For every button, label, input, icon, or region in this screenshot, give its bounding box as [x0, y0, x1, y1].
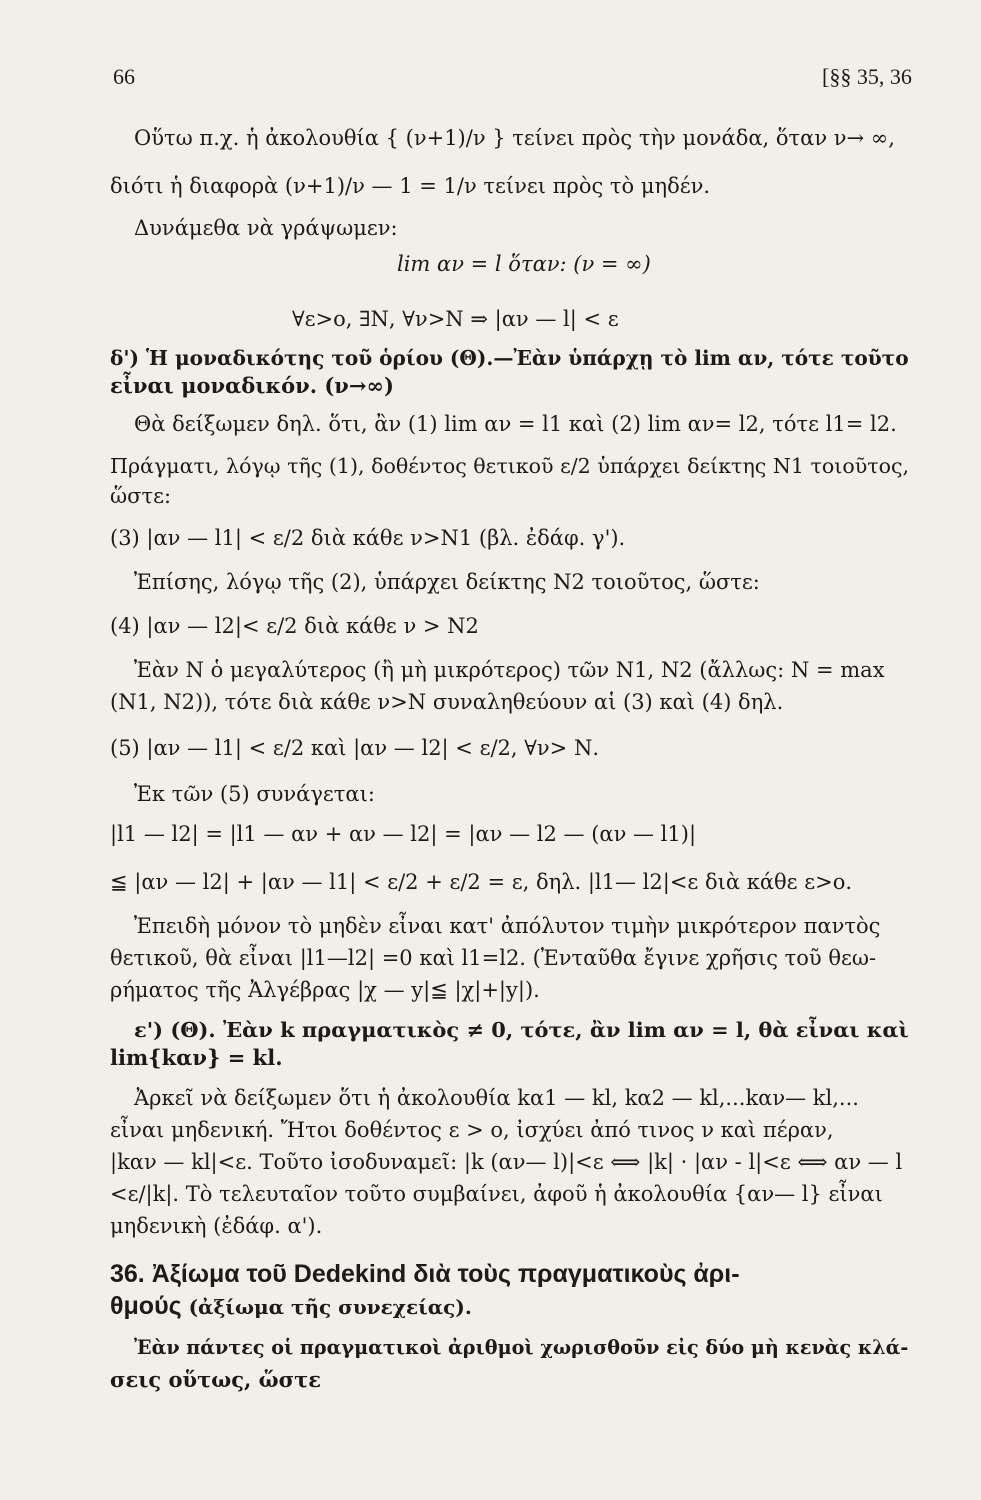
- text-line: ρήματος τῆς Ἀλγέβρας |χ — y|≦ |χ|+|y|).: [110, 978, 540, 1002]
- text-line: θετικοῦ, θὰ εἶναι |l1—l2| =0 καὶ l1=l2. (Ἐνταῦθα ἔγινε χρῆσις τοῦ θεω-: [110, 946, 877, 970]
- text-line: Ἐὰν Ν ὁ μεγαλύτερος (ἢ μὴ μικρότερος) τῶν Ν1, Ν2 (ἄλλως: Ν = max: [134, 658, 885, 682]
- section-reference: [§§ 35, 36: [822, 64, 912, 89]
- formula-line: lim αν = l ὅταν: (ν = ∞): [397, 252, 651, 276]
- formula-line: ∀ε>ο, ∃Ν, ∀ν>Ν ⇒ |αν — l| < ε: [292, 307, 619, 331]
- text-line: Οὕτω π.χ. ἡ ἀκολουθία { (ν+1)/ν } τείνει πρὸς τὴν μονάδα, ὅταν ν→ ∞,: [134, 126, 895, 150]
- equation-4: (4) |αν — l2|< ε/2 διὰ κάθε ν > Ν2: [110, 614, 479, 638]
- theorem-heading: δ') Ἡ μοναδικότης τοῦ ὁρίου (Θ).—Ἐὰν ὑπάρχῃ τὸ lim αν, τότε τοῦτο: [110, 346, 909, 370]
- section-title-line2: θμούς: [110, 1292, 182, 1320]
- text-line: Ἐὰν πάντες οἱ πραγματικοὶ ἀριθμοὶ χωρισθοῦν εἰς δύο μὴ κενὰς κλά-: [134, 1336, 909, 1359]
- text-line: Ἀρκεῖ νὰ δείξωμεν ὅτι ἡ ἀκολουθία kα1 — kl, kα2 — kl,...kαν— kl,...: [134, 1086, 859, 1110]
- text-line: Πράγματι, λόγῳ τῆς (1), δοθέντος θετικοῦ ε/2 ὑπάρχει δείκτης Ν1 τοιοῦτος,: [110, 454, 910, 478]
- equation-3: (3) |αν — l1| < ε/2 διὰ κάθε ν>Ν1 (βλ. ἐδάφ. γ').: [110, 526, 626, 550]
- text-line: Ἐκ τῶν (5) συνάγεται:: [134, 782, 375, 806]
- text-line: εἶναι μηδενική. Ἤτοι δοθέντος ε > ο, ἰσχύει ἀπό τινος ν καὶ πέραν,: [110, 1118, 834, 1142]
- formula-line: ≦ |αν — l2| + |αν — l1| < ε/2 + ε/2 = ε, δηλ. |l1— l2|<ε διὰ κάθε ε>ο.: [110, 870, 853, 894]
- text-line: Ἐπίσης, λόγῳ τῆς (2), ὑπάρχει δείκτης Ν2 τοιοῦτος, ὥστε:: [134, 570, 760, 594]
- text-line: διότι ἡ διαφορὰ (ν+1)/ν — 1 = 1/ν τείνει πρὸς τὸ μηδέν.: [110, 174, 711, 198]
- text-line: |kαν — kl|<ε. Τοῦτο ἰσοδυναμεῖ: |k (αν— l)|<ε ⟺ |k| · |αν - l|<ε ⟺ αν — l: [110, 1150, 903, 1174]
- theorem-heading: ε') (Θ). Ἐὰν k πραγματικὸς ≠ 0, τότε, ἂν lim αν = l, θὰ εἶναι καὶ: [134, 1017, 909, 1042]
- page-number: 66: [113, 64, 135, 89]
- formula-line: |l1 — l2| = |l1 — αν + αν — l2| = |αν — l2 — (αν — l1)|: [110, 822, 697, 846]
- equation-5: (5) |αν — l1| < ε/2 καὶ |αν — l2| < ε/2, ∀ν> Ν.: [110, 736, 599, 760]
- text-line: (Ν1, Ν2)), τότε διὰ κάθε ν>Ν συναληθεύουν αἱ (3) καὶ (4) δηλ.: [110, 690, 784, 714]
- text-line: μηδενικὴ (ἐδάφ. α').: [110, 1214, 323, 1238]
- text-line: εἶναι μοναδικόν. (ν→∞): [110, 373, 394, 398]
- text-line: lim{kαν} = kl.: [110, 1045, 283, 1070]
- section-subtitle: (ἀξίωμα τῆς συνεχείας).: [188, 1295, 472, 1319]
- section-title-continued: [110, 1292, 472, 1321]
- text-line: σεις οὕτως, ὥστε: [110, 1367, 321, 1392]
- section-title: 36. Ἀξίωμα τοῦ Dedekind διὰ τοὺς πραγματικοὺς ἀρι-: [110, 1260, 740, 1288]
- text-line: Ἐπειδὴ μόνον τὸ μηδὲν εἶναι κατ' ἀπόλυτον τιμὴν μικρότερον παντὸς: [134, 914, 881, 938]
- text-line: ὥστε:: [110, 484, 172, 508]
- text-line: <ε/|k|. Τὸ τελευταῖον τοῦτο συμβαίνει, ἀφοῦ ἡ ἀκολουθία {αν— l} εἶναι: [110, 1182, 883, 1206]
- text-line: Δυνάμεθα νὰ γράψωμεν:: [134, 216, 398, 240]
- text-line: Θὰ δείξωμεν δηλ. ὅτι, ἂν (1) lim αν = l1 καὶ (2) lim αν= l2, τότε l1= l2.: [134, 412, 897, 436]
